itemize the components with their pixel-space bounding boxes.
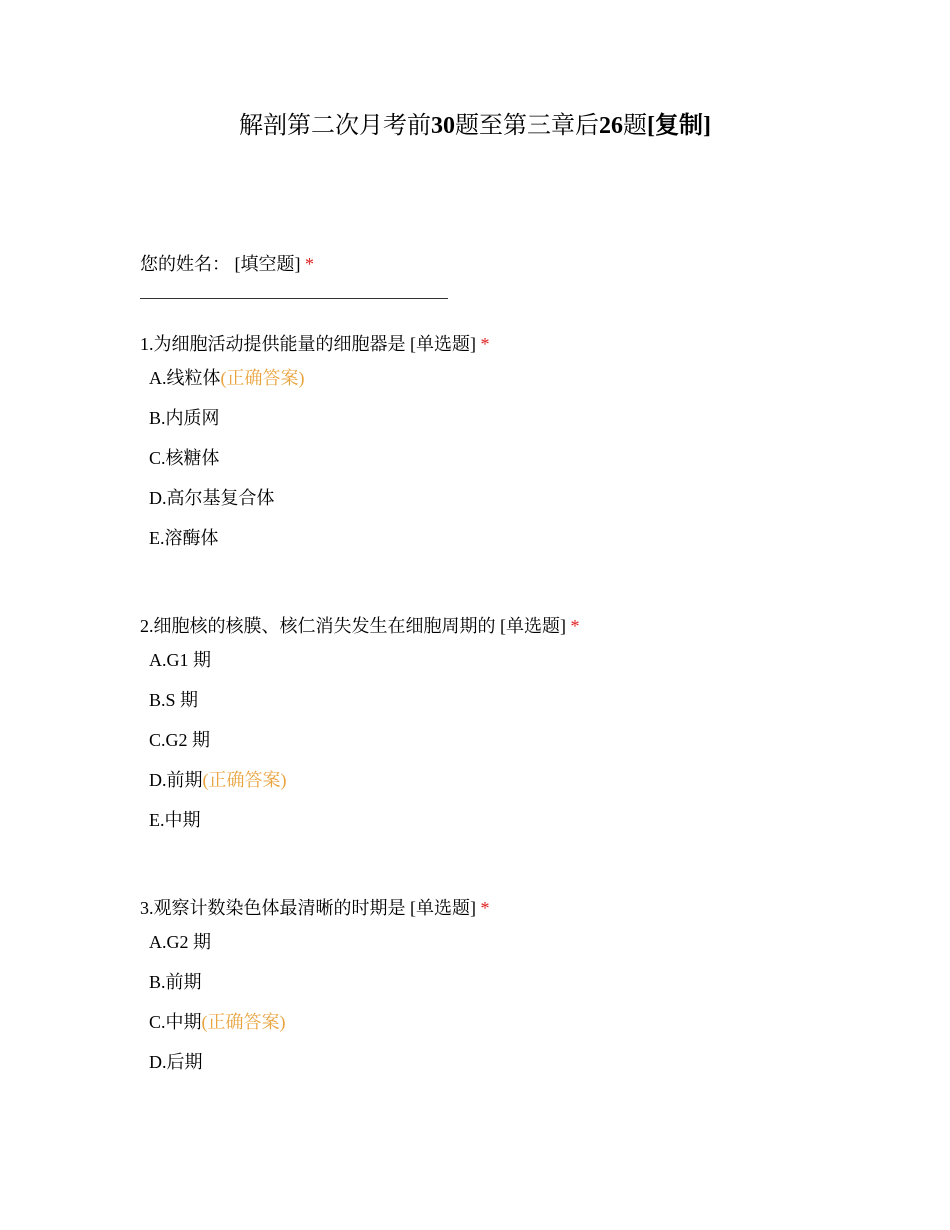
option-label: A.线粒体 (149, 368, 221, 388)
name-question (140, 250, 448, 299)
option-label: D.后期 (149, 1052, 203, 1072)
title-number: 30 (431, 113, 455, 139)
question-3-stem (140, 894, 490, 922)
required-mark: * (480, 898, 490, 918)
title-part: 解剖第二次月考前 (239, 113, 431, 139)
question-1 (140, 330, 490, 564)
option-label: E.中期 (149, 810, 201, 830)
question-1-options (140, 364, 490, 564)
option-e[interactable] (149, 806, 580, 846)
question-type: [单选题] (410, 334, 476, 354)
option-a[interactable] (149, 928, 490, 968)
correct-answer-tag: (正确答案) (201, 1012, 286, 1032)
question-type: [单选题] (410, 898, 476, 918)
title-copy-tag: [复制] (647, 113, 711, 139)
question-text: 1.为细胞活动提供能量的细胞器是 (140, 334, 406, 354)
question-2-stem (140, 612, 580, 640)
question-1-stem (140, 330, 490, 358)
option-label: A.G2 期 (149, 932, 211, 952)
option-label: C.中期 (149, 1012, 202, 1032)
question-2-options (140, 646, 580, 846)
name-answer-blank[interactable] (140, 298, 448, 299)
required-mark: * (305, 254, 314, 274)
question-text: 2.细胞核的核膜、核仁消失发生在细胞周期的 (140, 616, 496, 636)
option-label: D.高尔基复合体 (149, 488, 275, 508)
title-number: 26 (599, 113, 623, 139)
option-label: D.前期 (149, 770, 203, 790)
option-label: B.内质网 (149, 408, 220, 428)
option-b[interactable] (149, 968, 490, 1008)
option-c[interactable] (149, 726, 580, 766)
option-d[interactable] (149, 1048, 490, 1088)
name-question-label: 您的姓名： (140, 254, 230, 274)
option-label: C.核糖体 (149, 448, 220, 468)
title-part: 题 (623, 113, 647, 139)
option-b[interactable] (149, 686, 580, 726)
option-d[interactable] (149, 766, 580, 806)
option-label: C.G2 期 (149, 730, 211, 750)
option-label: B.S 期 (149, 690, 199, 710)
option-b[interactable] (149, 404, 490, 444)
option-label: E.溶酶体 (149, 528, 219, 548)
title-part: 题至第三章后 (455, 113, 599, 139)
required-mark: * (570, 616, 580, 636)
option-d[interactable] (149, 484, 490, 524)
question-3 (140, 894, 490, 1088)
question-3-options (140, 928, 490, 1088)
option-c[interactable] (149, 444, 490, 484)
option-a[interactable] (149, 364, 490, 404)
question-type: [单选题] (500, 616, 566, 636)
question-2 (140, 612, 580, 846)
correct-answer-tag: (正确答案) (202, 770, 287, 790)
option-e[interactable] (149, 524, 490, 564)
option-label: A.G1 期 (149, 650, 211, 670)
question-text: 3.观察计数染色体最清晰的时期是 (140, 898, 406, 918)
required-mark: * (480, 334, 490, 354)
correct-answer-tag: (正确答案) (220, 368, 305, 388)
option-c[interactable] (149, 1008, 490, 1048)
question-type: [填空题] (234, 254, 301, 274)
page-title (0, 108, 950, 144)
name-question-line (140, 250, 448, 278)
option-label: B.前期 (149, 972, 202, 992)
option-a[interactable] (149, 646, 580, 686)
